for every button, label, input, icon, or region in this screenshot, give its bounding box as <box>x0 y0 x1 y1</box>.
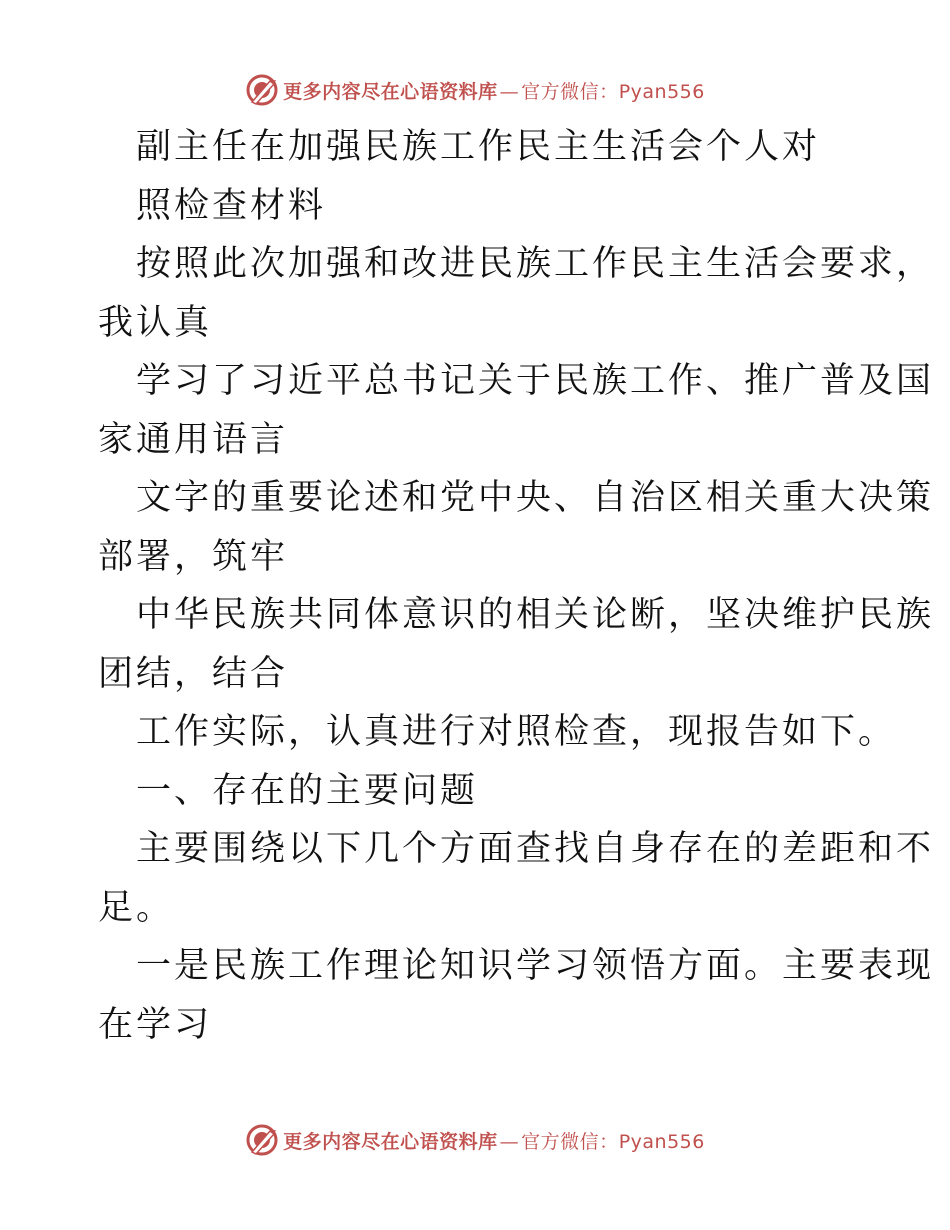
footer-separator: — <box>499 1130 520 1153</box>
paragraph-line: 一是民族工作理论知识学习领悟方面。主要表现 <box>136 946 935 986</box>
paragraph-line: 团结，结合 <box>98 653 289 694</box>
title-line-1: 副主任在加强民族工作民主生活会个人对 <box>136 127 821 167</box>
paragraph-line: 在学习 <box>98 1004 213 1045</box>
title-line-2: 照检查材料 <box>136 185 327 226</box>
paragraph-line: 足。 <box>98 887 175 928</box>
header-separator: — <box>499 80 520 103</box>
pen-logo-icon <box>245 73 279 107</box>
footer-wechat-label: 官方微信： <box>521 1130 619 1153</box>
header-promo-text <box>283 77 705 104</box>
section-heading: 一、存在的主要问题 <box>136 770 479 811</box>
paragraph-line: 我认真 <box>98 302 213 343</box>
paragraph-line: 中华民族共同体意识的相关论断，坚决维护民族 <box>136 595 935 635</box>
footer-account: Pyan556 <box>618 1130 705 1153</box>
paragraph-line: 工作实际，认真进行对照检查，现报告如下。 <box>136 712 897 752</box>
footer-promo-text <box>283 1127 705 1154</box>
paragraph-line: 文字的重要论述和党中央、自治区相关重大决策 <box>136 478 935 518</box>
paragraph-line: 学习了习近平总书记关于民族工作、推广普及国 <box>136 361 935 401</box>
paragraph-line: 按照此次加强和改进民族工作民主生活会要求， <box>136 244 935 284</box>
header-banner <box>0 68 950 112</box>
paragraph-line: 部署，筑牢 <box>98 536 289 577</box>
document-body <box>98 118 935 1054</box>
paragraph-line: 主要围绕以下几个方面查找自身存在的差距和不 <box>136 829 935 869</box>
pen-logo-icon <box>245 1123 279 1157</box>
footer-banner <box>0 1118 950 1162</box>
header-promo: 更多内容尽在心语资料库 <box>283 80 498 103</box>
header-wechat-label: 官方微信： <box>521 80 619 103</box>
paragraph-line: 家通用语言 <box>98 419 289 460</box>
footer-promo: 更多内容尽在心语资料库 <box>283 1130 498 1153</box>
header-account: Pyan556 <box>618 80 705 103</box>
